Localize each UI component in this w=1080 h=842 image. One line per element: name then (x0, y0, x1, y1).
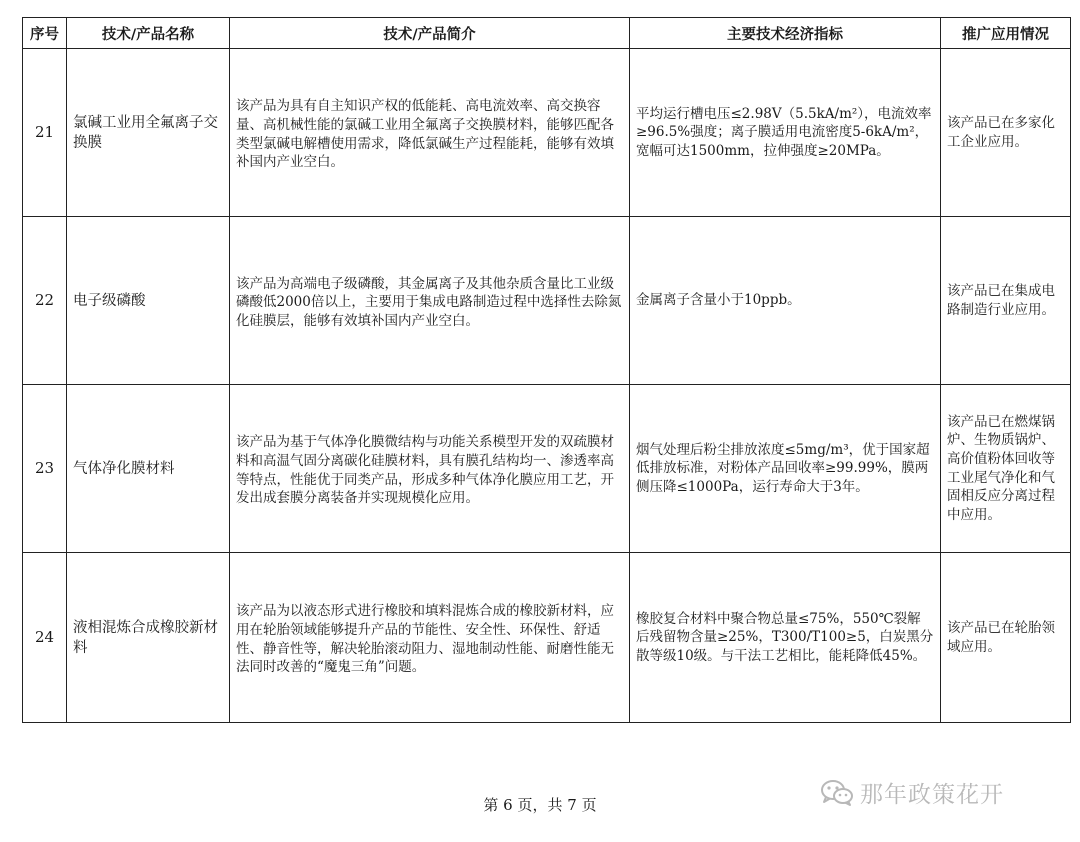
watermark-text: 那年政策花开 (860, 782, 1004, 808)
table-row (23, 217, 1071, 385)
row-number: 23 (23, 385, 67, 553)
application-status: 该产品已在轮胎领域应用。 (941, 553, 1071, 723)
product-description: 该产品为高端电子级磷酸，其金属离子及其他杂质含量比工业级磷酸低2000倍以上，主要用于集成电路制造过程中选择性去除氮化硅膜层，能够有效填补国内产业空白。 (230, 217, 630, 385)
product-name: 氯碱工业用全氟离子交换膜 (67, 49, 230, 217)
product-name: 液相混炼合成橡胶新材料 (67, 553, 230, 723)
header-desc: 技术/产品简介 (230, 18, 630, 49)
application-status: 该产品已在多家化工企业应用。 (941, 49, 1071, 217)
header-name: 技术/产品名称 (67, 18, 230, 49)
technical-indicators: 金属离子含量小于10ppb。 (630, 217, 941, 385)
tech-product-table (22, 17, 1071, 723)
row-number: 24 (23, 553, 67, 723)
application-status: 该产品已在燃煤锅炉、生物质锅炉、高价值粉体回收等工业尾气净化和气固相反应分离过程中应用。 (941, 385, 1071, 553)
header-indicators: 主要技术经济指标 (630, 18, 941, 49)
technical-indicators: 橡胶复合材料中聚合物总量≤75%，550℃裂解后残留物含量≥25%，T300/T100≥5，白炭黑分散等级10级。与干法工艺相比，能耗降低45%。 (630, 553, 941, 723)
table-row (23, 385, 1071, 553)
table-header-row (23, 18, 1071, 49)
technical-indicators: 烟气处理后粉尘排放浓度≤5mg/m³，优于国家超低排放标准，对粉体产品回收率≥99.99%，膜两侧压降≤1000Pa，运行寿命大于3年。 (630, 385, 941, 553)
table-row (23, 553, 1071, 723)
page-number: 第 6 页，共 7 页 (483, 796, 597, 814)
product-description: 该产品为具有自主知识产权的低能耗、高电流效率、高交换容量、高机械性能的氯碱工业用全氟离子交换膜材料，能够匹配各类型氯碱电解槽使用需求，降低氯碱生产过程能耗，能够有效填补国内产业空白。 (230, 49, 630, 217)
product-name: 气体净化膜材料 (67, 385, 230, 553)
watermark (820, 776, 1004, 809)
product-name: 电子级磷酸 (67, 217, 230, 385)
row-number: 22 (23, 217, 67, 385)
application-status: 该产品已在集成电路制造行业应用。 (941, 217, 1071, 385)
header-no: 序号 (23, 18, 67, 49)
table-row (23, 49, 1071, 217)
header-usage: 推广应用情况 (941, 18, 1071, 49)
product-description: 该产品为基于气体净化膜微结构与功能关系模型开发的双疏膜材料和高温气固分离碳化硅膜材料，具有膜孔结构均一、渗透率高等特点，性能优于同类产品，形成多种气体净化膜应用工艺，开发出成套膜分离装备并实现规模化应用。 (230, 385, 630, 553)
row-number: 21 (23, 49, 67, 217)
product-description: 该产品为以液态形式进行橡胶和填料混炼合成的橡胶新材料，应用在轮胎领域能够提升产品的节能性、安全性、环保性、舒适性、静音性等，解决轮胎滚动阻力、湿地制动性能、耐磨性能无法同时改善的“魔鬼三角”问题。 (230, 553, 630, 723)
technical-indicators: 平均运行槽电压≤2.98V（5.5kA/m²），电流效率≥96.5%强度；离子膜适用电流密度5-6kA/m²，宽幅可达1500mm，拉伸强度≥20MPa。 (630, 49, 941, 217)
wechat-icon (820, 779, 854, 807)
